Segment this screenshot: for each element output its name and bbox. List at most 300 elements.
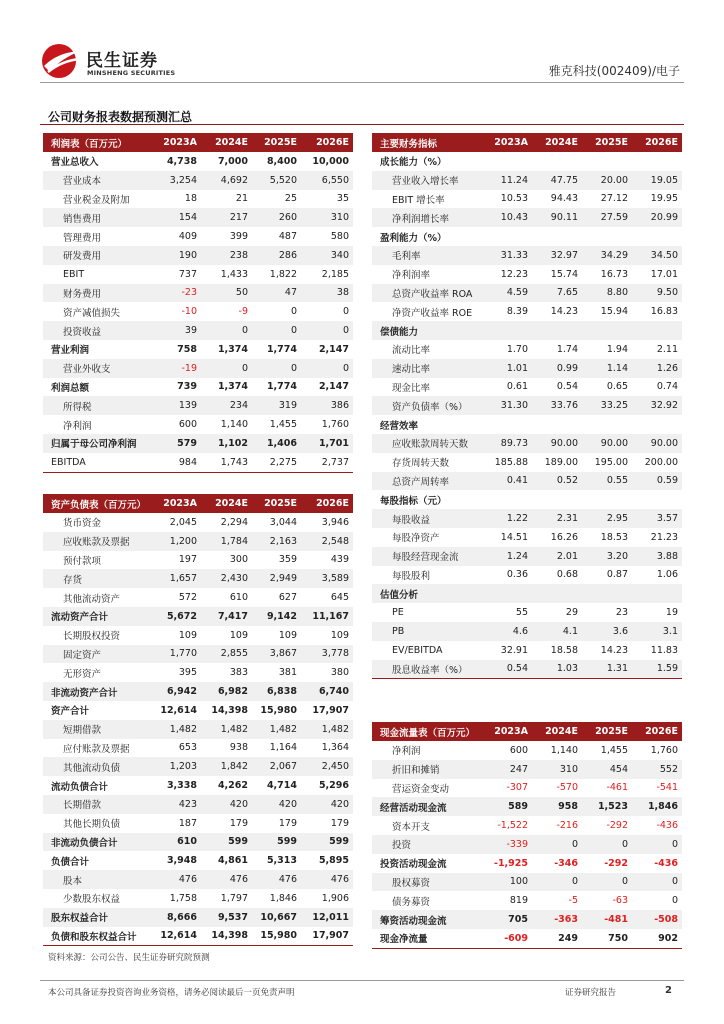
row-label: 营业总收入 xyxy=(51,157,99,169)
table-cell: 200.00 xyxy=(644,456,678,468)
table-cell: 179 xyxy=(278,817,297,829)
table-row xyxy=(43,626,353,645)
table-cell: 3.6 xyxy=(582,622,632,641)
table-row xyxy=(43,453,353,472)
table-cell: 1,140 xyxy=(220,419,248,431)
column-header: 2026E xyxy=(301,494,353,513)
table-cell: 1,770 xyxy=(150,645,201,664)
row-label: 短期借款 xyxy=(43,720,150,739)
table-cell: 599 xyxy=(252,833,301,852)
table-row xyxy=(372,321,682,340)
table-cell: 34.29 xyxy=(582,246,632,265)
table-cell: 0 xyxy=(632,835,682,854)
table-cell: 4,861 xyxy=(217,855,248,867)
table-cell: -481 xyxy=(582,910,632,929)
table-row xyxy=(372,779,682,798)
table-row xyxy=(372,472,682,491)
table-cell: 1,701 xyxy=(301,434,353,453)
row-label: 研发费用 xyxy=(43,246,150,265)
table-cell: 90.00 xyxy=(532,434,582,453)
table-cell: 5,296 xyxy=(318,780,349,792)
table-cell: 1.01 xyxy=(482,359,532,378)
table-cell: 234 xyxy=(201,396,252,415)
table-cell: 32.91 xyxy=(500,644,528,656)
column-header: 2026E xyxy=(301,133,353,152)
table-cell: 0 xyxy=(342,306,349,318)
table-row xyxy=(43,513,353,532)
table-cell: 487 xyxy=(278,231,297,243)
table-row xyxy=(372,284,682,303)
logo-text-en: MINSHENG SECURITIES xyxy=(87,69,176,77)
row-label: EBITDA xyxy=(43,453,150,472)
table-row xyxy=(43,795,353,814)
table-cell: -508 xyxy=(632,910,682,929)
table-cell: 1,797 xyxy=(220,892,248,904)
table-cell: 454 xyxy=(582,760,632,779)
table-cell xyxy=(632,584,682,603)
table-row xyxy=(43,190,353,209)
table-cell: 38 xyxy=(301,284,353,303)
table-cell: 0.59 xyxy=(632,472,682,491)
table-cell: 3,338 xyxy=(166,780,197,792)
table-cell: 439 xyxy=(330,554,349,566)
table-cell xyxy=(482,490,532,509)
page-number: 2 xyxy=(665,985,672,996)
table-row xyxy=(43,757,353,776)
table-cell xyxy=(532,227,582,246)
table-cell: 2,737 xyxy=(301,453,353,472)
table-cell: -346 xyxy=(554,857,578,869)
table-cell: 1,433 xyxy=(220,268,248,280)
table-cell: 1,846 xyxy=(632,797,682,816)
table-cell: 179 xyxy=(229,817,248,829)
table-cell: 11.24 xyxy=(482,171,532,190)
company-ticker: 雅克科技(002409)/电子 xyxy=(548,64,680,78)
table-row xyxy=(43,302,353,321)
table-cell: 409 xyxy=(178,231,197,243)
row-label: 资产减值损失 xyxy=(63,307,121,319)
table-cell: 0.52 xyxy=(532,472,582,491)
table-cell: 2,185 xyxy=(321,268,349,280)
table-row xyxy=(372,490,682,509)
table-cell: 300 xyxy=(229,554,248,566)
row-label: 每股净资产 xyxy=(392,533,440,545)
table-cell: -292 xyxy=(604,857,628,869)
table-cell: 1,758 xyxy=(169,892,197,904)
table-cell: 600 xyxy=(509,744,528,756)
table-cell: 395 xyxy=(178,667,197,679)
row-label: 应付账款及票据 xyxy=(63,743,130,755)
table-title: 利润表（百万元） xyxy=(43,133,150,152)
table-cell: -609 xyxy=(482,929,532,948)
table-cell: 4,714 xyxy=(266,780,297,792)
table-cell: 2,275 xyxy=(252,453,301,472)
table-row xyxy=(372,760,682,779)
table-cell: -541 xyxy=(656,782,678,794)
table-cell: 20.00 xyxy=(582,171,632,190)
table-cell: 0 xyxy=(582,835,632,854)
table-cell: 0.54 xyxy=(556,381,578,393)
table-cell: 55 xyxy=(515,607,528,619)
row-label: EBIT 增长率 xyxy=(392,194,445,206)
table-cell: 5,895 xyxy=(318,855,349,867)
table-cell: 380 xyxy=(330,667,349,679)
disclaimer-text: 本公司具备证券投资咨询业务资格，请务必阅读最后一页免责声明 xyxy=(48,988,295,998)
table-cell: 27.59 xyxy=(582,208,632,227)
table-cell: 1.70 xyxy=(506,343,528,355)
row-label: 股本 xyxy=(43,870,150,889)
table-cell: 18.58 xyxy=(550,644,578,656)
table-cell: 39 xyxy=(150,321,201,340)
row-label: 现金比率 xyxy=(392,382,431,394)
table-row xyxy=(43,152,353,171)
table-cell: 33.25 xyxy=(582,396,632,415)
table-cell: 0 xyxy=(290,306,297,318)
table-cell: 340 xyxy=(301,246,353,265)
table-cell: 1.24 xyxy=(482,547,532,566)
table-cell: 7,417 xyxy=(201,607,252,626)
table-cell: 238 xyxy=(201,246,252,265)
table-cell: 2.11 xyxy=(656,343,678,355)
table-cell: 187 xyxy=(178,817,197,829)
table-cell: 19.05 xyxy=(632,171,682,190)
table-cell: 14,398 xyxy=(201,927,252,946)
table-cell: 3.1 xyxy=(632,622,682,641)
table-cell: 627 xyxy=(278,592,297,604)
table-cell: 35 xyxy=(336,193,349,205)
table-cell: 0 xyxy=(532,835,582,854)
row-label: 投资 xyxy=(372,835,482,854)
row-label: 现金净流量 xyxy=(372,929,482,948)
table-row xyxy=(372,227,682,246)
table-cell: 589 xyxy=(482,797,532,816)
table-row xyxy=(43,171,353,190)
table-cell: -216 xyxy=(556,820,578,832)
table-cell: 705 xyxy=(482,910,532,929)
table-row xyxy=(43,851,353,870)
row-label: 营业外收支 xyxy=(43,359,150,378)
table-cell: 1,455 xyxy=(600,744,628,756)
row-label: 筹资活动现金流 xyxy=(372,910,482,929)
table-cell: 189.00 xyxy=(544,456,578,468)
row-label: 利润总额 xyxy=(51,382,90,394)
column-header: 2025E xyxy=(252,494,301,513)
row-label: 货币资金 xyxy=(63,518,102,530)
table-cell: 15,980 xyxy=(252,927,301,946)
table-cell: 1,164 xyxy=(269,742,297,754)
table-row xyxy=(372,910,682,929)
table-cell: 4,738 xyxy=(166,155,197,167)
column-header: 2024E xyxy=(532,722,582,741)
row-label: 营业成本 xyxy=(43,171,150,190)
table-cell: 1.14 xyxy=(582,359,632,378)
row-label: 净利润 xyxy=(63,420,92,432)
table-row xyxy=(43,378,353,397)
report-type: 证券研究报告 xyxy=(565,988,617,998)
row-label: 速动比率 xyxy=(372,359,482,378)
table-row xyxy=(43,551,353,570)
table-row xyxy=(43,908,353,927)
data-source-note: 资料来源：公司公告、民生证券研究院预测 xyxy=(48,953,210,963)
table-cell: -436 xyxy=(656,820,678,832)
table-cell: 8,666 xyxy=(150,908,201,927)
table-title: 主要财务指标 xyxy=(372,133,482,152)
table-cell: 2,548 xyxy=(301,532,353,551)
table-cell: 1.06 xyxy=(656,569,678,581)
table-cell: 195.00 xyxy=(594,456,628,468)
row-label: 非流动负债合计 xyxy=(43,833,150,852)
company-logo xyxy=(40,40,180,80)
row-label: 每股指标（元） xyxy=(380,495,447,507)
table-cell: 21 xyxy=(235,193,248,205)
table-cell: 0 xyxy=(252,321,301,340)
table-cell: 32.92 xyxy=(632,396,682,415)
table-row xyxy=(43,227,353,246)
table-cell: 16.26 xyxy=(550,531,578,543)
table-cell: 599 xyxy=(301,833,353,852)
row-label: 营业税金及附加 xyxy=(63,194,130,206)
table-cell: 19 xyxy=(665,607,678,619)
table-cell: 3,044 xyxy=(269,516,297,528)
table-row xyxy=(372,603,682,622)
table-cell: 154 xyxy=(150,208,201,227)
table-cell: 737 xyxy=(178,268,197,280)
table-cell: 1,523 xyxy=(582,797,632,816)
table-cell: 94.43 xyxy=(550,193,578,205)
table-cell: 420 xyxy=(252,795,301,814)
table-cell: 50 xyxy=(201,284,252,303)
table-cell: -63 xyxy=(612,895,628,907)
table-cell: 47.75 xyxy=(532,171,582,190)
table-cell: 423 xyxy=(150,795,201,814)
row-label: 长期借款 xyxy=(43,795,150,814)
table-cell xyxy=(582,584,632,603)
table-cell: 3,254 xyxy=(150,171,201,190)
row-label: 固定资产 xyxy=(43,645,150,664)
row-label: 管理费用 xyxy=(63,232,102,244)
table-cell: 18.53 xyxy=(600,531,628,543)
table-cell: 23 xyxy=(615,607,628,619)
row-label: 净利润增长率 xyxy=(372,208,482,227)
table-cell: 902 xyxy=(632,929,682,948)
row-label: 投资收益 xyxy=(43,321,150,340)
table-header-row xyxy=(372,722,682,741)
table-cell: 8,400 xyxy=(266,155,297,167)
table-row xyxy=(43,889,353,908)
table-cell: 8.39 xyxy=(506,306,528,318)
table-header-row xyxy=(43,494,353,513)
table-cell: 1,846 xyxy=(269,892,297,904)
row-label: 净利润率 xyxy=(392,270,431,282)
table-cell: 758 xyxy=(177,343,197,355)
table-cell: 1,760 xyxy=(321,419,349,431)
row-label: 总资产周转率 xyxy=(372,472,482,491)
table-row xyxy=(43,701,353,720)
income-statement-table xyxy=(43,133,353,473)
table-cell: 572 xyxy=(178,592,197,604)
table-cell: -570 xyxy=(556,782,578,794)
table-cell: 5,672 xyxy=(150,607,201,626)
column-header: 2026E xyxy=(632,722,682,741)
table-cell: 420 xyxy=(301,795,353,814)
table-cell: 14,398 xyxy=(211,704,248,716)
table-cell: 0.65 xyxy=(606,381,628,393)
table-cell: -436 xyxy=(654,857,678,869)
table-cell: 1,455 xyxy=(269,419,297,431)
table-cell: 4.1 xyxy=(532,622,582,641)
row-label: 财务费用 xyxy=(43,284,150,303)
row-label: 每股经营现金流 xyxy=(372,547,482,566)
column-header: 2026E xyxy=(632,133,682,152)
table-row xyxy=(43,532,353,551)
table-cell: 1,406 xyxy=(252,434,301,453)
table-header-row xyxy=(372,133,682,152)
table-cell: 3,948 xyxy=(166,855,197,867)
table-cell: 90.00 xyxy=(632,434,682,453)
table-cell: 10,667 xyxy=(252,908,301,927)
row-label: 所得税 xyxy=(43,396,150,415)
table-cell: 34.50 xyxy=(632,246,682,265)
table-cell: 3,946 xyxy=(321,516,349,528)
table-row xyxy=(372,396,682,415)
table-cell: 100 xyxy=(482,873,532,892)
row-label: EV/EBITDA xyxy=(392,644,443,656)
table-cell: 31.30 xyxy=(482,396,532,415)
table-cell xyxy=(482,152,532,171)
table-cell xyxy=(482,321,532,340)
table-row xyxy=(372,246,682,265)
table-row xyxy=(43,208,353,227)
table-cell: 185.88 xyxy=(494,456,528,468)
table-cell: 31.33 xyxy=(482,246,532,265)
row-label: 流动负债合计 xyxy=(51,781,109,793)
table-cell: 10.53 xyxy=(500,193,528,205)
table-cell: 7,000 xyxy=(217,155,248,167)
table-cell: 1.74 xyxy=(556,343,578,355)
table-row xyxy=(372,528,682,547)
table-cell: 247 xyxy=(482,760,532,779)
row-label: 毛利率 xyxy=(372,246,482,265)
table-cell: 610 xyxy=(229,592,248,604)
table-cell: 5,520 xyxy=(252,171,301,190)
table-cell: 0 xyxy=(252,359,301,378)
table-cell: 399 xyxy=(229,231,248,243)
table-row xyxy=(372,929,682,948)
table-cell: 249 xyxy=(532,929,582,948)
table-cell: 319 xyxy=(252,396,301,415)
table-cell: 1,822 xyxy=(269,268,297,280)
table-cell: 359 xyxy=(278,554,297,566)
table-cell: 2,430 xyxy=(201,569,252,588)
table-row xyxy=(372,547,682,566)
financial-indicators-table xyxy=(372,133,682,679)
row-label: 经营活动现金流 xyxy=(372,797,482,816)
table-row xyxy=(372,566,682,585)
table-cell xyxy=(632,415,682,434)
table-cell: 750 xyxy=(582,929,632,948)
table-cell: 3,589 xyxy=(301,569,353,588)
table-cell: 20.99 xyxy=(632,208,682,227)
row-label: 债务募资 xyxy=(392,896,431,908)
table-cell: 0.55 xyxy=(582,472,632,491)
table-cell: 7.65 xyxy=(532,284,582,303)
table-cell xyxy=(532,321,582,340)
table-cell: 1,203 xyxy=(150,757,201,776)
table-row xyxy=(372,340,682,359)
row-label: 其他流动资产 xyxy=(63,593,121,605)
table-row xyxy=(43,588,353,607)
table-row xyxy=(43,321,353,340)
logo-mark-icon xyxy=(40,42,82,80)
table-cell: 5,313 xyxy=(266,855,297,867)
row-label: 预付款项 xyxy=(63,555,102,567)
cash-flow-table xyxy=(372,722,682,949)
footer-divider xyxy=(40,980,684,981)
row-label: 股东权益合计 xyxy=(43,908,150,927)
table-cell: 653 xyxy=(178,742,197,754)
row-label: 资本开支 xyxy=(392,821,431,833)
table-cell: 0 xyxy=(532,873,582,892)
table-cell: 476 xyxy=(201,870,252,889)
table-cell: 2,045 xyxy=(169,516,197,528)
column-header: 2023A xyxy=(150,494,201,513)
table-row xyxy=(372,208,682,227)
table-cell xyxy=(482,415,532,434)
table-cell: 819 xyxy=(509,895,528,907)
table-cell: -461 xyxy=(606,782,628,794)
table-cell: 739 xyxy=(177,381,197,393)
header-divider xyxy=(40,82,684,83)
table-title: 现金流量表（百万元） xyxy=(372,722,482,741)
table-cell: 190 xyxy=(150,246,201,265)
row-label: EBIT xyxy=(63,268,85,280)
table-cell: 610 xyxy=(150,833,201,852)
table-cell: 0.99 xyxy=(532,359,582,378)
table-cell: 6,550 xyxy=(301,171,353,190)
table-title: 资产负债表（百万元） xyxy=(43,494,150,513)
row-label: 销售费用 xyxy=(43,208,150,227)
table-cell: 9,142 xyxy=(252,607,301,626)
table-cell: 286 xyxy=(252,246,301,265)
table-cell: 1,657 xyxy=(150,569,201,588)
table-cell: 17,907 xyxy=(312,704,349,716)
table-cell: 645 xyxy=(330,592,349,604)
table-cell: 938 xyxy=(229,742,248,754)
table-cell: 1,140 xyxy=(550,744,578,756)
table-cell: -307 xyxy=(506,782,528,794)
table-cell: 0 xyxy=(301,321,353,340)
table-cell: 552 xyxy=(632,760,682,779)
table-cell: 0 xyxy=(201,321,252,340)
section-title: 公司财务报表数据预测汇总 xyxy=(48,110,193,124)
table-row xyxy=(43,359,353,378)
row-label: PB xyxy=(372,622,482,641)
table-cell: 17.01 xyxy=(650,268,678,280)
table-cell xyxy=(632,152,682,171)
table-cell: 9.50 xyxy=(632,284,682,303)
table-row xyxy=(372,359,682,378)
table-row xyxy=(43,415,353,434)
table-cell: 1,842 xyxy=(201,757,252,776)
table-row xyxy=(43,265,353,284)
table-cell xyxy=(582,415,632,434)
table-cell: 0.87 xyxy=(606,569,628,581)
table-cell: 109 xyxy=(330,629,349,641)
table-cell: 12.23 xyxy=(500,268,528,280)
table-row xyxy=(372,854,682,873)
table-row xyxy=(372,509,682,528)
table-cell: 9,537 xyxy=(201,908,252,927)
